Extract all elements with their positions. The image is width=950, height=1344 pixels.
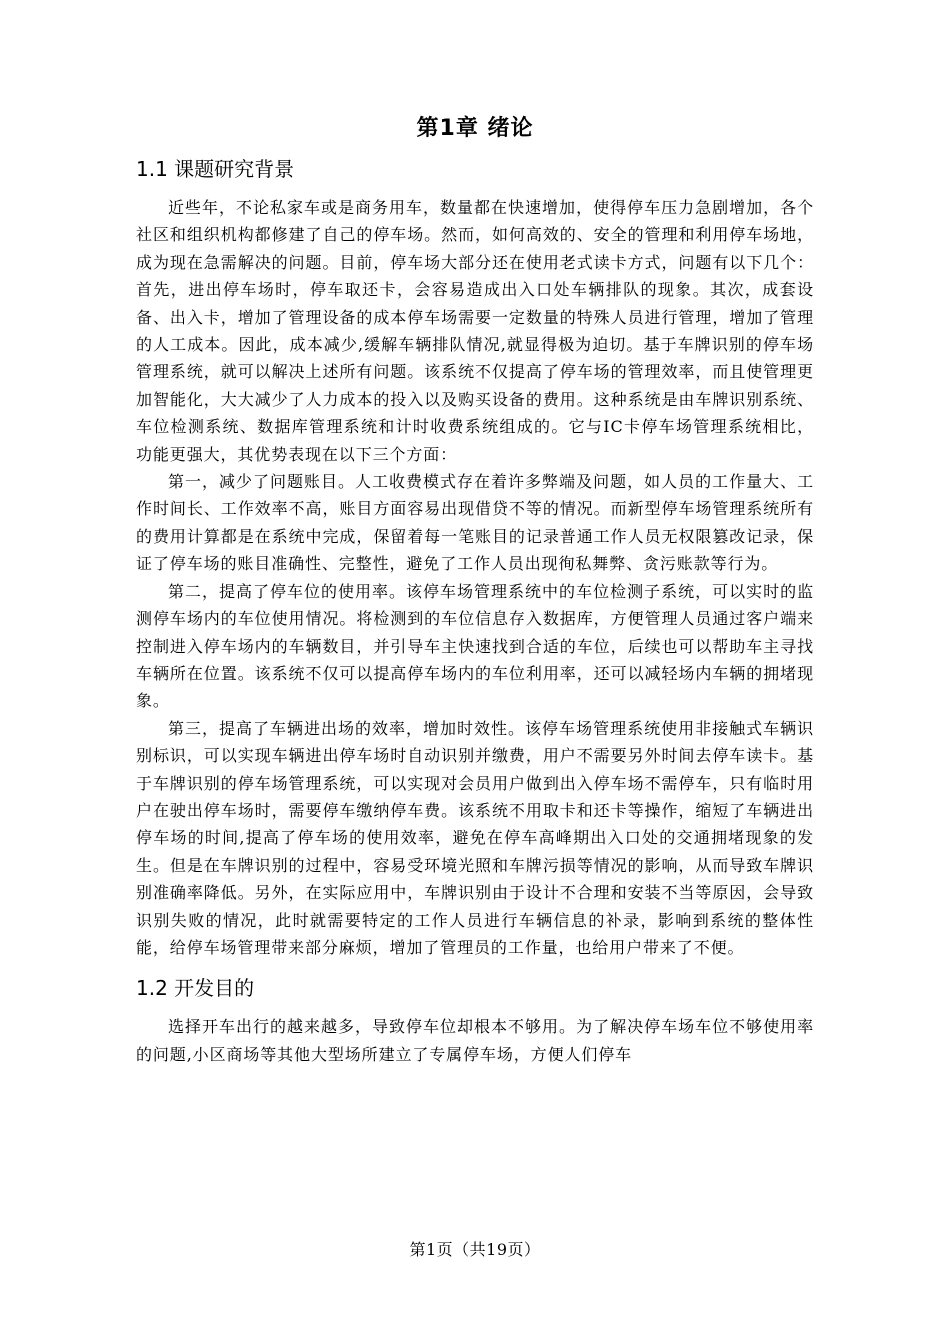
- section-background: [136, 152, 814, 961]
- page-content: [136, 112, 814, 1068]
- section-purpose: [136, 971, 814, 1068]
- paragraph: 第二，提高了停车位的使用率。该停车场管理系统中的车位检测子系统，可以实时的监测停车场内的车位使用情况。将检测到的车位信息存入数据库，方便管理人员通过客户端来控制进入停车场内的车辆数目，并引导车主快速找到合适的车位，后续也可以帮助车主寻找车辆所在位置。该系统不仅可以提高停车场内的车位利用率，还可以减轻场内车辆的拥堵现象。: [136, 581, 814, 711]
- paragraph: 第三，提高了车辆进出场的效率，增加时效性。该停车场管理系统使用非接触式车辆识别标识，可以实现车辆进出停车场时自动识别并缴费，用户不需要另外时间去停车读卡。基于车牌识别的停车场管理系统，可以实现对会员用户做到出入停车场不需停车，只有临时用户在驶出停车场时，需要停车缴纳停车费。该系统不用取卡和还卡等操作，缩短了车辆进出停车场的时间,提高了停车场的使用效率，避免在停车高峰期出入口处的交通拥堵现象的发生。但是在车牌识别的过程中，容易受环境光照和车牌污损等情况的影响，从而导致车牌识别准确率降低。另外，在实际应用中，车牌识别由于设计不合理和安装不当等原因，会导致识别失败的情况，此时就需要特定的工作人员进行车辆信息的补录，影响到系统的整体性能，给停车场管理带来部分麻烦，增加了管理员的工作量，也给用户带来了不便。: [136, 718, 814, 957]
- paragraph: 第一，减少了问题账目。人工收费模式存在着许多弊端及问题，如人员的工作量大、工作时间长、工作效率不高，账目方面容易出现借贷不等的情况。而新型停车场管理系统所有的费用计算都是在系统中完成，保留着每一笔账目的记录普通工作人员无权限篡改记录，保证了停车场的账目准确性、完整性，避免了工作人员出现徇私舞弊、贪污账款等行为。: [136, 472, 814, 574]
- section-spacer: [136, 961, 814, 971]
- page-footer: 第1页（共19页）: [409, 1240, 541, 1259]
- section-heading: 1.2 开发目的: [136, 976, 255, 1001]
- section-heading: 1.1 课题研究背景: [136, 157, 295, 181]
- paragraph: 选择开车出行的越来越多，导致停车位却根本不够用。为了解决停车场车位不够使用率的问题,小区商场等其他大型场所建立了专属停车场，方便人们停车: [136, 1017, 814, 1064]
- paragraph: 近些年，不论私家车或是商务用车，数量都在快速增加，使得停车压力急剧增加，各个社区和组织机构都修建了自己的停车场。然而，如何高效的、安全的管理和利用停车场地，成为现在急需解决的问题。目前，停车场大部分还在使用老式读卡方式，问题有以下几个：首先，进出停车场时，停车取还卡，会容易造成出入口处车辆排队的现象。其次，成套设备、出入卡，增加了管理设备的成本停车场需要一定数量的特殊人员进行管理，增加了管理的人工成本。因此，成本减少,缓解车辆排队情况,就显得极为迫切。基于车牌识别的停车场管理系统，就可以解决上述所有问题。该系统不仅提高了停车场的管理效率，而且使管理更加智能化，大大减少了人力成本的投入以及购买设备的费用。这种系统是由车牌识别系统、车位检测系统、数据库管理系统和计时收费系统组成的。它与IC卡停车场管理系统相比，功能更强大，其优势表现在以下三个方面：: [136, 198, 814, 464]
- chapter-title: 第1章 绪论: [416, 116, 534, 141]
